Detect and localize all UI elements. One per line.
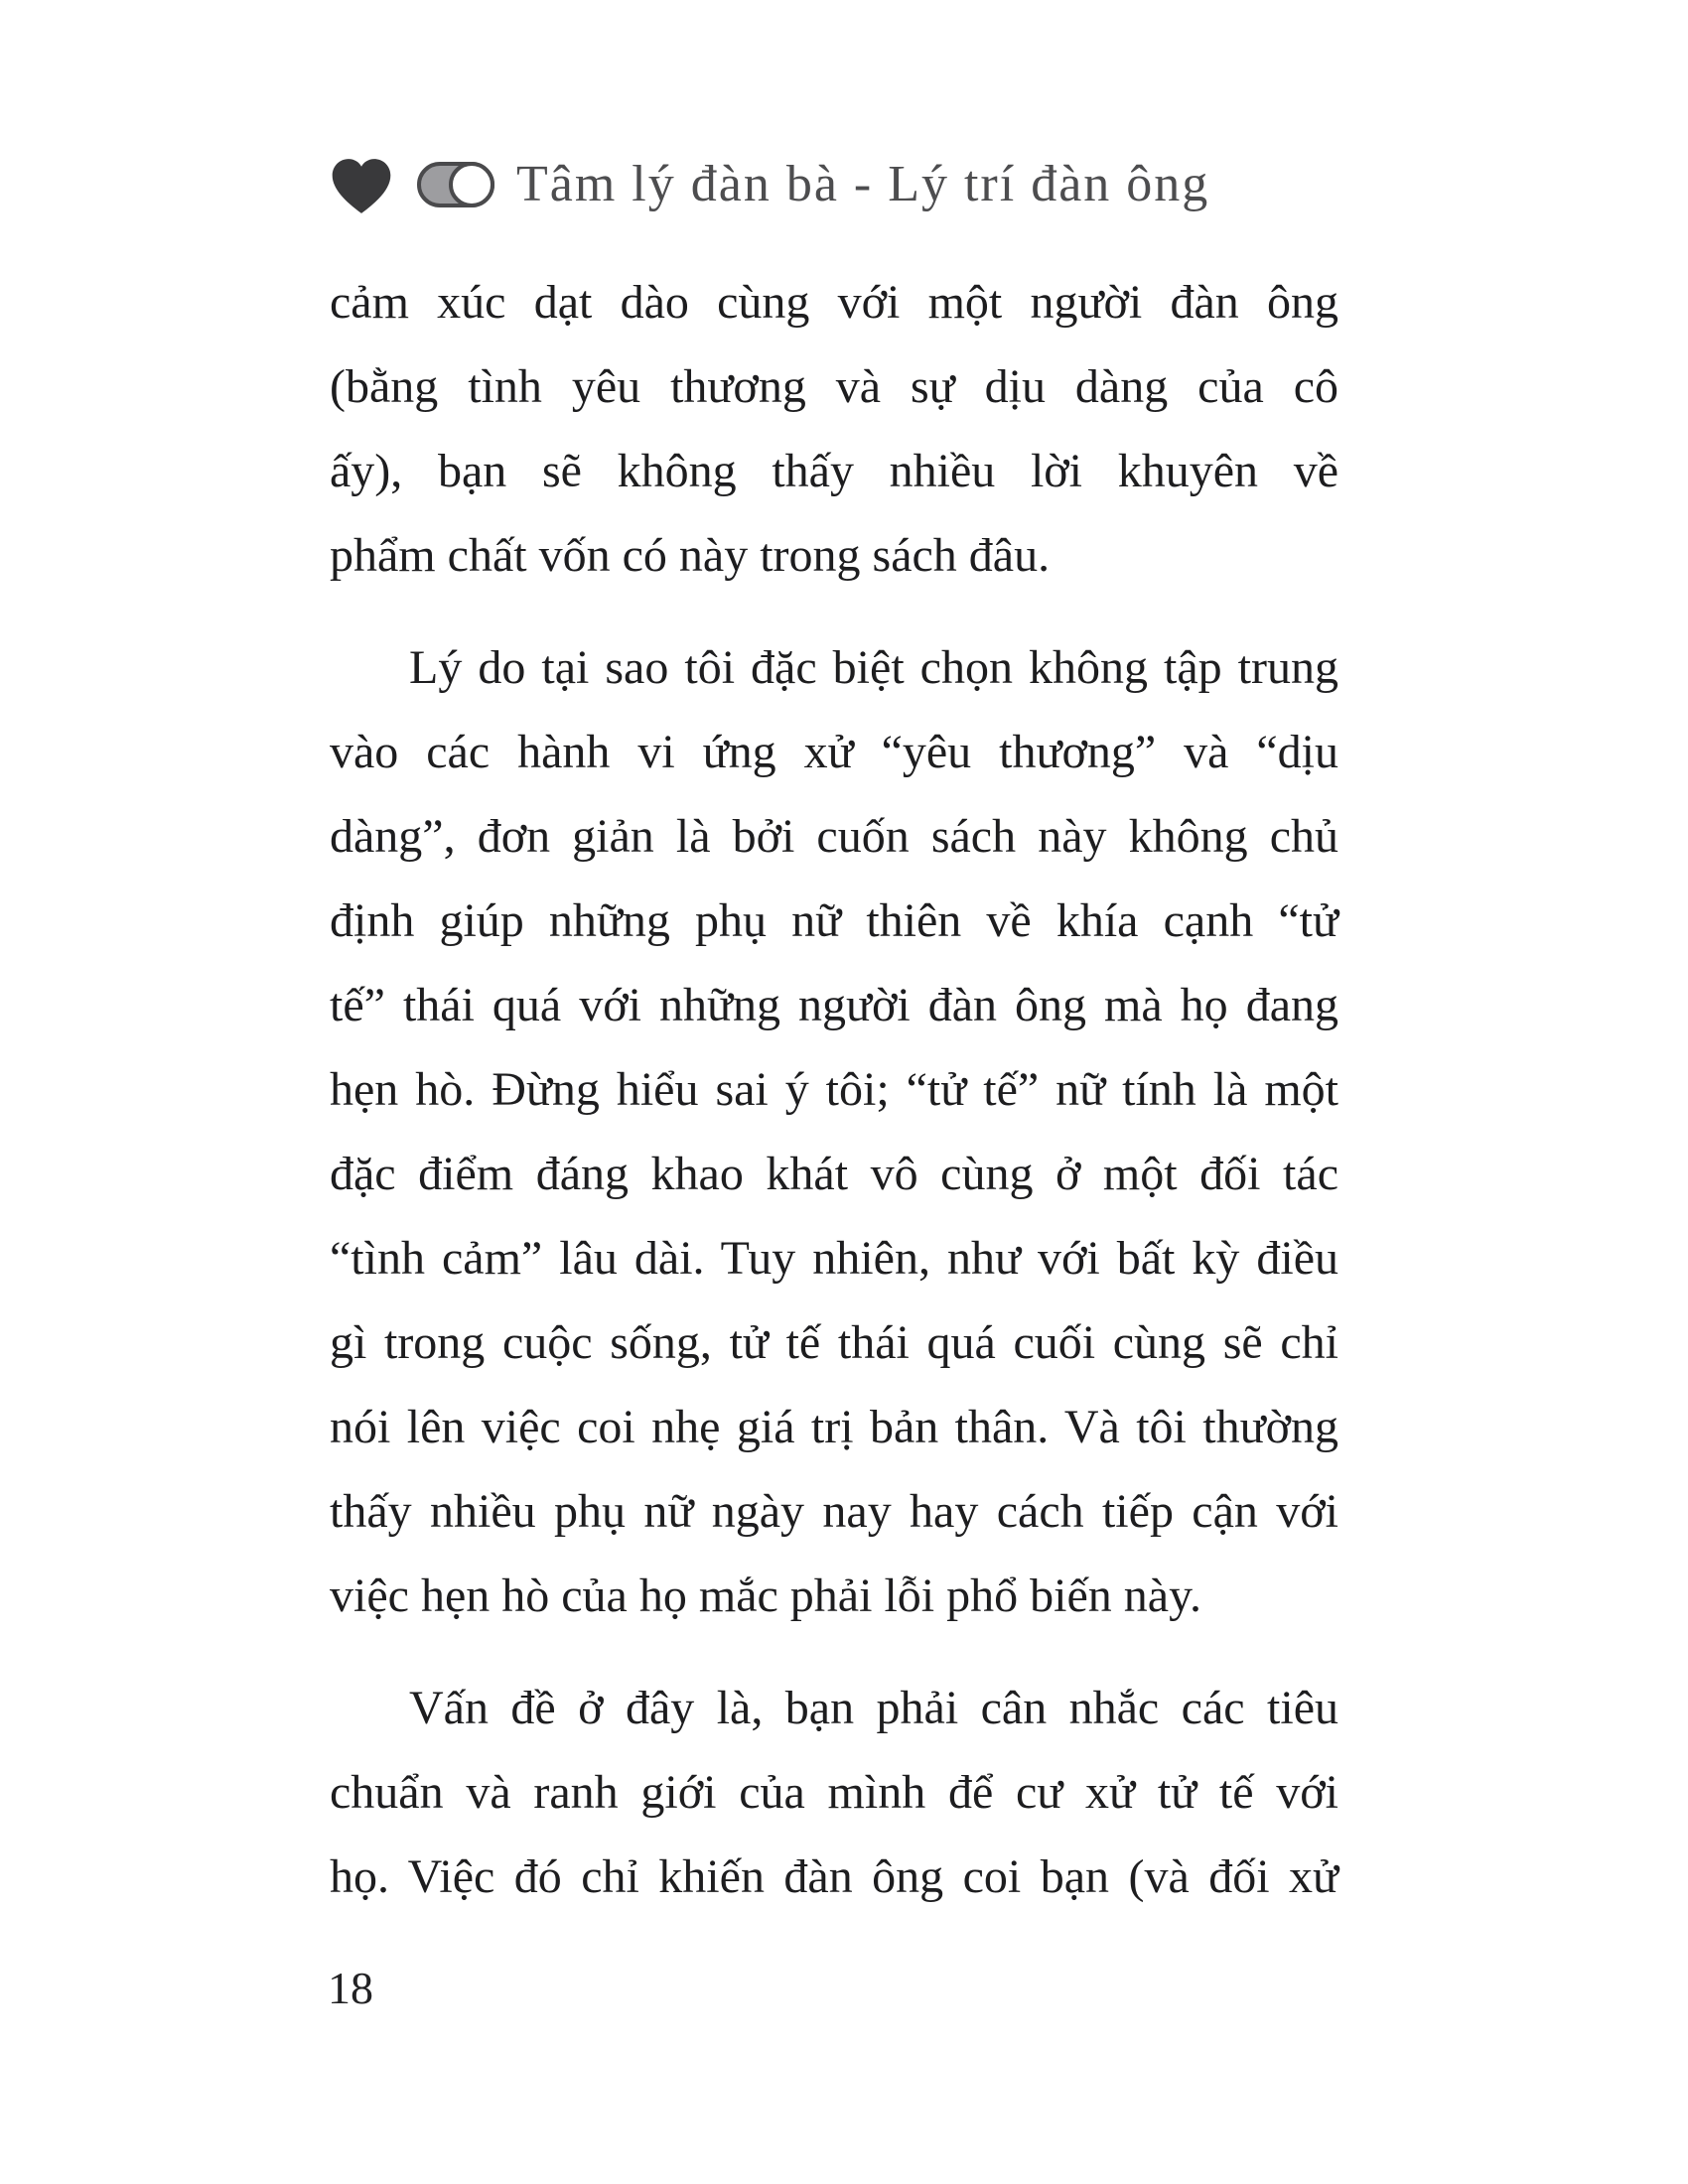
text-line: chuẩn và ranh giới của mình để cư xử tử tế với [330,1766,1338,1819]
text-line: định giúp những phụ nữ thiên về khía cạnh “tử [330,894,1338,947]
text-line: phẩm chất vốn có này trong sách đâu. [330,529,1051,582]
text-line: việc hẹn hò của họ mắc phải lỗi phổ biến này. [330,1570,1201,1622]
text-line: dàng”, đơn giản là bởi cuốn sách này không chủ [330,810,1338,863]
text-line: tế” thái quá với những người đàn ông mà họ đang [330,979,1338,1031]
text-line: gì trong cuộc sống, tử tế thái quá cuối cùng sẽ chỉ [330,1316,1338,1369]
toggle-icon [417,162,494,207]
page-body [330,260,1338,1947]
text-line: họ. Việc đó chỉ khiến đàn ông coi bạn (và đối xử [330,1850,1338,1903]
paragraph [330,260,1338,598]
heart-icon [328,151,395,218]
text-line: Lý do tại sao tôi đặc biệt chọn không tập trung [409,641,1338,694]
page-header [328,149,1209,220]
text-line: Vấn đề ở đây là, bạn phải cân nhắc các tiêu [409,1682,1338,1734]
text-line: đặc điểm đáng khao khát vô cùng ở một đối tác [330,1148,1338,1200]
text-line: ấy), bạn sẽ không thấy nhiều lời khuyên về [330,445,1338,497]
text-line: “tình cảm” lâu dài. Tuy nhiên, như với bất kỳ điều [330,1232,1338,1285]
text-line: nói lên việc coi nhẹ giá trị bản thân. Và tôi thường [330,1401,1338,1453]
text-line: vào các hành vi ứng xử “yêu thương” và “dịu [330,726,1338,778]
running-title: Tâm lý đàn bà - Lý trí đàn ông [516,156,1210,212]
paragraph [330,625,1338,1638]
text-line: (bằng tình yêu thương và sự dịu dàng của cô [330,360,1338,413]
text-line: cảm xúc dạt dào cùng với một người đàn ông [330,276,1338,329]
paragraph [330,1666,1338,1919]
text-line: hẹn hò. Đừng hiểu sai ý tôi; “tử tế” nữ tính là một [330,1063,1338,1116]
toggle-knob-icon [449,162,494,207]
page-number: 18 [328,1963,373,2013]
text-line: thấy nhiều phụ nữ ngày nay hay cách tiếp cận với [330,1485,1338,1538]
